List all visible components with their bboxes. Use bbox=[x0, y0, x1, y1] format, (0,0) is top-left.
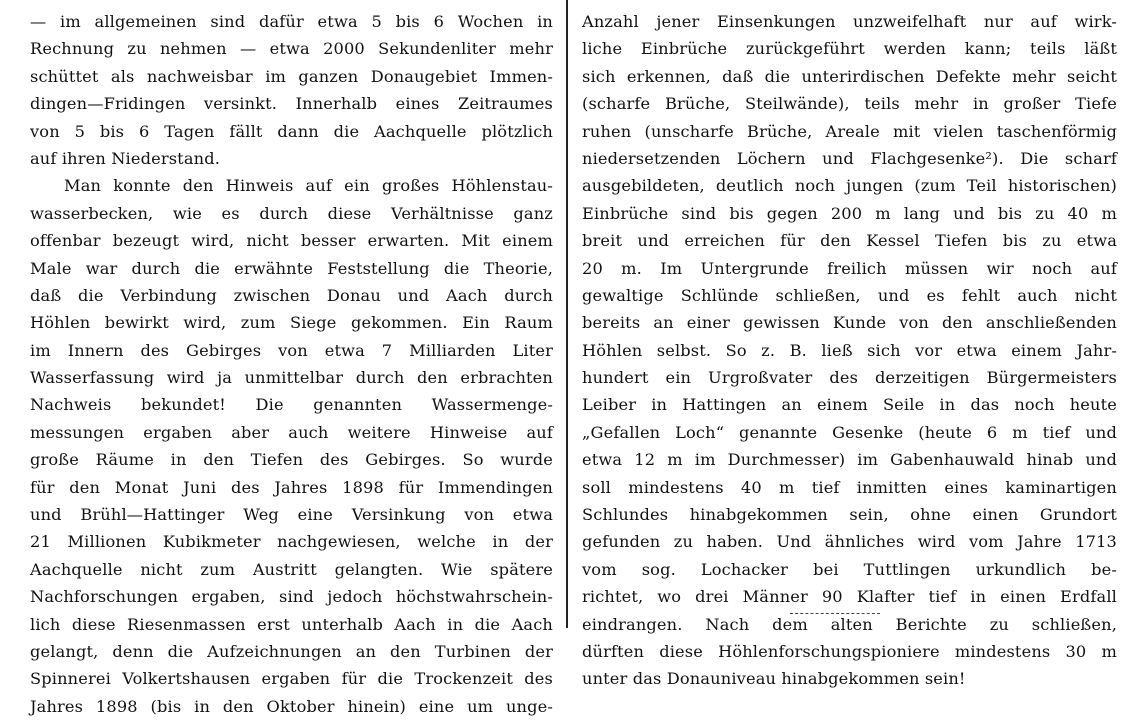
text-line: etwa 12 m im Durchmesser) im Gabenhauwald hinab und bbox=[582, 450, 1117, 470]
text-line: offenbar bezeugt wird, nicht besser erwarten. Mit einem bbox=[30, 231, 553, 251]
text-line: 21 Millionen Kubikmeter nachgewiesen, welche in der bbox=[30, 532, 553, 552]
text-line: Aachquelle nicht zum Austritt gelangten. Wie spätere bbox=[30, 559, 553, 579]
column-divider bbox=[566, 0, 568, 628]
text-line: soll mindestens 40 m tief inmitten eines kaminartigen bbox=[582, 477, 1117, 497]
text-line: vom sog. Lochacker bei Tuttlingen urkundlich be- bbox=[582, 559, 1117, 579]
text-line: auf ihren Niederstand. bbox=[30, 148, 221, 168]
text-line: dürften diese Höhlenforschungspioniere mindestens 30 m bbox=[582, 641, 1117, 661]
text-line: große Räume in den Tiefen des Gebirges. So wurde bbox=[30, 450, 553, 470]
text-line: breit und erreichen für den Kessel Tiefen bis zu etwa bbox=[582, 231, 1117, 251]
text-line: Höhlen selbst. So z. B. ließ sich vor etwa einem Jahr- bbox=[582, 340, 1117, 360]
text-line: „Gefallen Loch“ genannte Gesenke (heute 6 m tief und bbox=[582, 422, 1117, 442]
text-line: ruhen (unscharfe Brüche, Areale mit vielen taschenförmig bbox=[582, 121, 1117, 141]
text-line: sich erkennen, daß die unterirdischen Defekte mehr seicht bbox=[582, 66, 1117, 86]
text-line: daß die Verbindung zwischen Donau und Aach durch bbox=[30, 285, 553, 305]
text-line: Jahres 1898 (bis in den Oktober hinein) eine um unge- bbox=[30, 696, 553, 716]
text-line: — im allgemeinen sind dafür etwa 5 bis 6 Wochen in bbox=[30, 12, 553, 31]
text-line: für den Monat Juni des Jahres 1898 für Immendingen bbox=[30, 477, 553, 497]
text-line: Nachweis bekundet! Die genannten Wassermenge- bbox=[30, 395, 553, 415]
text-line: im Innern des Gebirges von etwa 7 Milliarden Liter bbox=[30, 340, 553, 360]
text-line: niedersetzenden Löchern und Flachgesenke²). Die scharf bbox=[582, 148, 1117, 168]
text-line: schüttet als nachweisbar im ganzen Donaugebiet Immen- bbox=[30, 66, 553, 86]
text-line: eindrangen. Nach dem alten Berichte zu schließen, bbox=[582, 614, 1117, 634]
text-line: Male war durch die erwähnte Feststellung die Theorie, bbox=[30, 258, 553, 278]
left-text-column bbox=[30, 8, 553, 720]
text-line: bereits an einer gewissen Kunde von den anschließenden bbox=[582, 313, 1117, 333]
text-line: (scharfe Brüche, Steilwände), teils mehr in großer Tiefe bbox=[582, 94, 1117, 114]
text-line: Einbrüche sind bis gegen 200 m lang und bis zu 40 m bbox=[582, 203, 1117, 223]
text-line: gelangt, denn die Aufzeichnungen an den Turbinen der bbox=[30, 641, 553, 661]
right-text-column bbox=[582, 8, 1117, 693]
text-line: Rechnung zu nehmen — etwa 2000 Sekundenliter mehr bbox=[30, 39, 553, 59]
text-line: Höhlen bewirkt wird, zum Siege gekommen. Ein Raum bbox=[30, 313, 553, 333]
text-line: Schlundes hinabgekommen sein, ohne einen Grundort bbox=[582, 505, 1117, 525]
section-end-rule bbox=[790, 613, 880, 614]
text-line: richtet, wo drei Männer 90 Klafter tief in einen Erdfall bbox=[582, 587, 1117, 607]
text-line: wasserbecken, wie es durch diese Verhältnisse ganz bbox=[30, 203, 553, 223]
text-line: gefunden zu haben. Und ähnliches wird vom Jahre 1713 bbox=[582, 532, 1117, 552]
text-line: Nachforschungen ergaben, sind jedoch höchstwahrschein- bbox=[30, 587, 553, 607]
text-line: Spinnerei Volkertshausen ergaben für die Trockenzeit des bbox=[30, 669, 553, 689]
text-line: liche Einbrüche zurückgeführt werden kann; teils läßt bbox=[582, 39, 1117, 59]
text-line: hundert ein Urgroßvater des derzeitigen Bürgermeisters bbox=[582, 368, 1117, 388]
text-line: 20 m. Im Untergrunde freilich müssen wir noch auf bbox=[582, 258, 1117, 278]
text-line: lich diese Riesenmassen erst unterhalb Aach in die Aach bbox=[30, 614, 553, 634]
text-line: messungen ergaben aber auch weitere Hinweise auf bbox=[30, 422, 553, 442]
text-line: Leiber in Hattingen an einem Seile in das noch heute bbox=[582, 395, 1117, 415]
text-line: und Brühl—Hattinger Weg eine Versinkung von etwa bbox=[30, 505, 553, 525]
text-line: ausgebildeten, deutlich noch jungen (zum Teil historischen) bbox=[582, 176, 1117, 196]
text-line: Man konnte den Hinweis auf ein großes Höhlenstau- bbox=[64, 176, 553, 196]
text-line: Wasserfassung wird ja unmittelbar durch den erbrachten bbox=[30, 368, 553, 388]
text-line: von 5 bis 6 Tagen fällt dann die Aachquelle plötzlich bbox=[30, 121, 553, 141]
text-line: unter das Donauniveau hinabgekommen sein! bbox=[582, 669, 966, 689]
text-line: dingen—Fridingen versinkt. Innerhalb eines Zeitraumes bbox=[30, 94, 553, 114]
text-line: Anzahl jener Einsenkungen unzweifelhaft nur auf wirk- bbox=[582, 12, 1117, 31]
text-line: gewaltige Schlünde schließen, und es fehlt auch nicht bbox=[582, 285, 1117, 305]
